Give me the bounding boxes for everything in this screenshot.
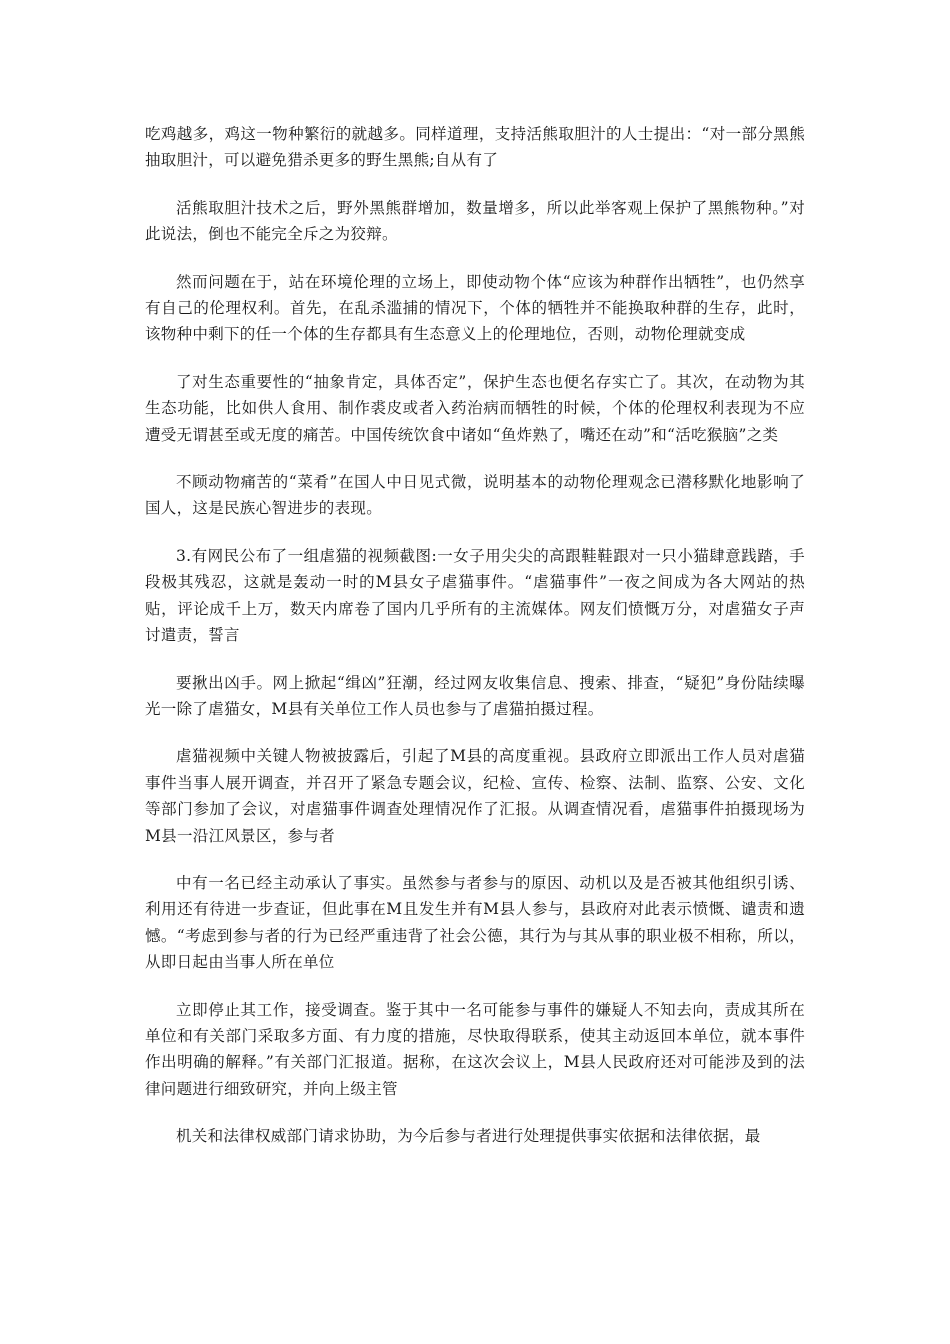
- paragraph-8: 虐猫视频中关键人物被披露后，引起了M县的高度重视。县政府立即派出工作人员对虐猫事件当事人展开调查，并召开了紧急专题会议，纪检、宣传、检察、法制、监察、公安、文化等部门参加了会议，对虐猫事件调查处理情况作了汇报。从调查情况看，虐猫事件拍摄现场为M县一沿江风景区，参与者: [145, 747, 805, 845]
- paragraph-5: 不顾动物痛苦的“菜肴”在国人中日见式微，说明基本的动物伦理观念已潜移默化地影响了国人，这是民族心智进步的表现。: [145, 473, 805, 518]
- paragraph-9: 中有一名已经主动承认了事实。虽然参与者参与的原因、动机以及是否被其他组织引诱、利用还有待进一步查证，但此事在M且发生并有M县人参与，县政府对此表示愤慨、谴责和遗憾。“考虑到参与者的行为已经严重违背了社会公德，其行为与其从事的职业极不相称，所以，从即日起由当事人所在单位: [145, 873, 805, 972]
- paragraph-2: 活熊取胆汁技术之后，野外黑熊群增加，数量增多，所以此举客观上保护了黑熊物种。”对此说法，倒也不能完全斥之为狡辩。: [145, 198, 805, 244]
- paragraph-7: 要揪出凶手。网上掀起“缉凶”狂潮，经过网友收集信息、搜索、排查，“疑犯”身份陆续曝光一除了虐猫女，M县有关单位工作人员也参与了虐猫拍摄过程。: [145, 673, 805, 718]
- paragraph-4: 了对生态重要性的“抽象肯定，具体否定”，保护生态也便名存实亡了。其次，在动物为其生态功能，比如供人食用、制作裘皮或者入药治病而牺牲的时候，个体的伦理权利表现为不应遭受无谓甚至或无度的痛苦。中国传统饮食中诸如“鱼炸熟了，嘴还在动”和“活吃猴脑”之类: [145, 372, 805, 444]
- paragraph-10: 立即停止其工作，接受调查。鉴于其中一名可能参与事件的嫌疑人不知去向，责成其所在单位和有关部门采取多方面、有力度的措施，尽快取得联系，使其主动返回本单位，就本事件作出明确的解释。”有关部门汇报道。据称，在这次会议上，M县人民政府还对可能涉及到的法律问题进行细致研究，并向上级主管: [145, 1000, 805, 1098]
- document-body: [145, 121, 805, 1171]
- paragraph-6: 3.有网民公布了一组虐猫的视频截图:一女子用尖尖的高跟鞋鞋跟对一只小猫肆意践踏，手段极其残忍，这就是轰动一时的M县女子虐猫事件。“虐猫事件”一夜之间成为各大网站的热贴，评论成千上万，数天内席卷了国内几乎所有的主流媒体。网友们愤慨万分，对虐猫女子声讨遣责，誓言: [145, 546, 805, 645]
- paragraph-3: 然而问题在于，站在环境伦理的立场上，即使动物个体“应该为种群作出牺牲”，也仍然享有自己的伦理权利。首先，在乱杀滥捕的情况下，个体的牺牲并不能换取种群的生存，此时，该物种中剩下的任一个体的生存都具有生态意义上的伦理地位，否则，动物伦理就变成: [145, 272, 805, 344]
- paragraph-11: 机关和法律权威部门请求协助，为今后参与者进行处理提供事实依据和法律依据，最: [176, 1127, 761, 1146]
- paragraph-1: 吃鸡越多，鸡这一物种繁衍的就越多。同样道理，支持活熊取胆汁的人士提出：“对一部分黑熊抽取胆汁，可以避免猎杀更多的野生黑熊;自从有了: [145, 125, 805, 170]
